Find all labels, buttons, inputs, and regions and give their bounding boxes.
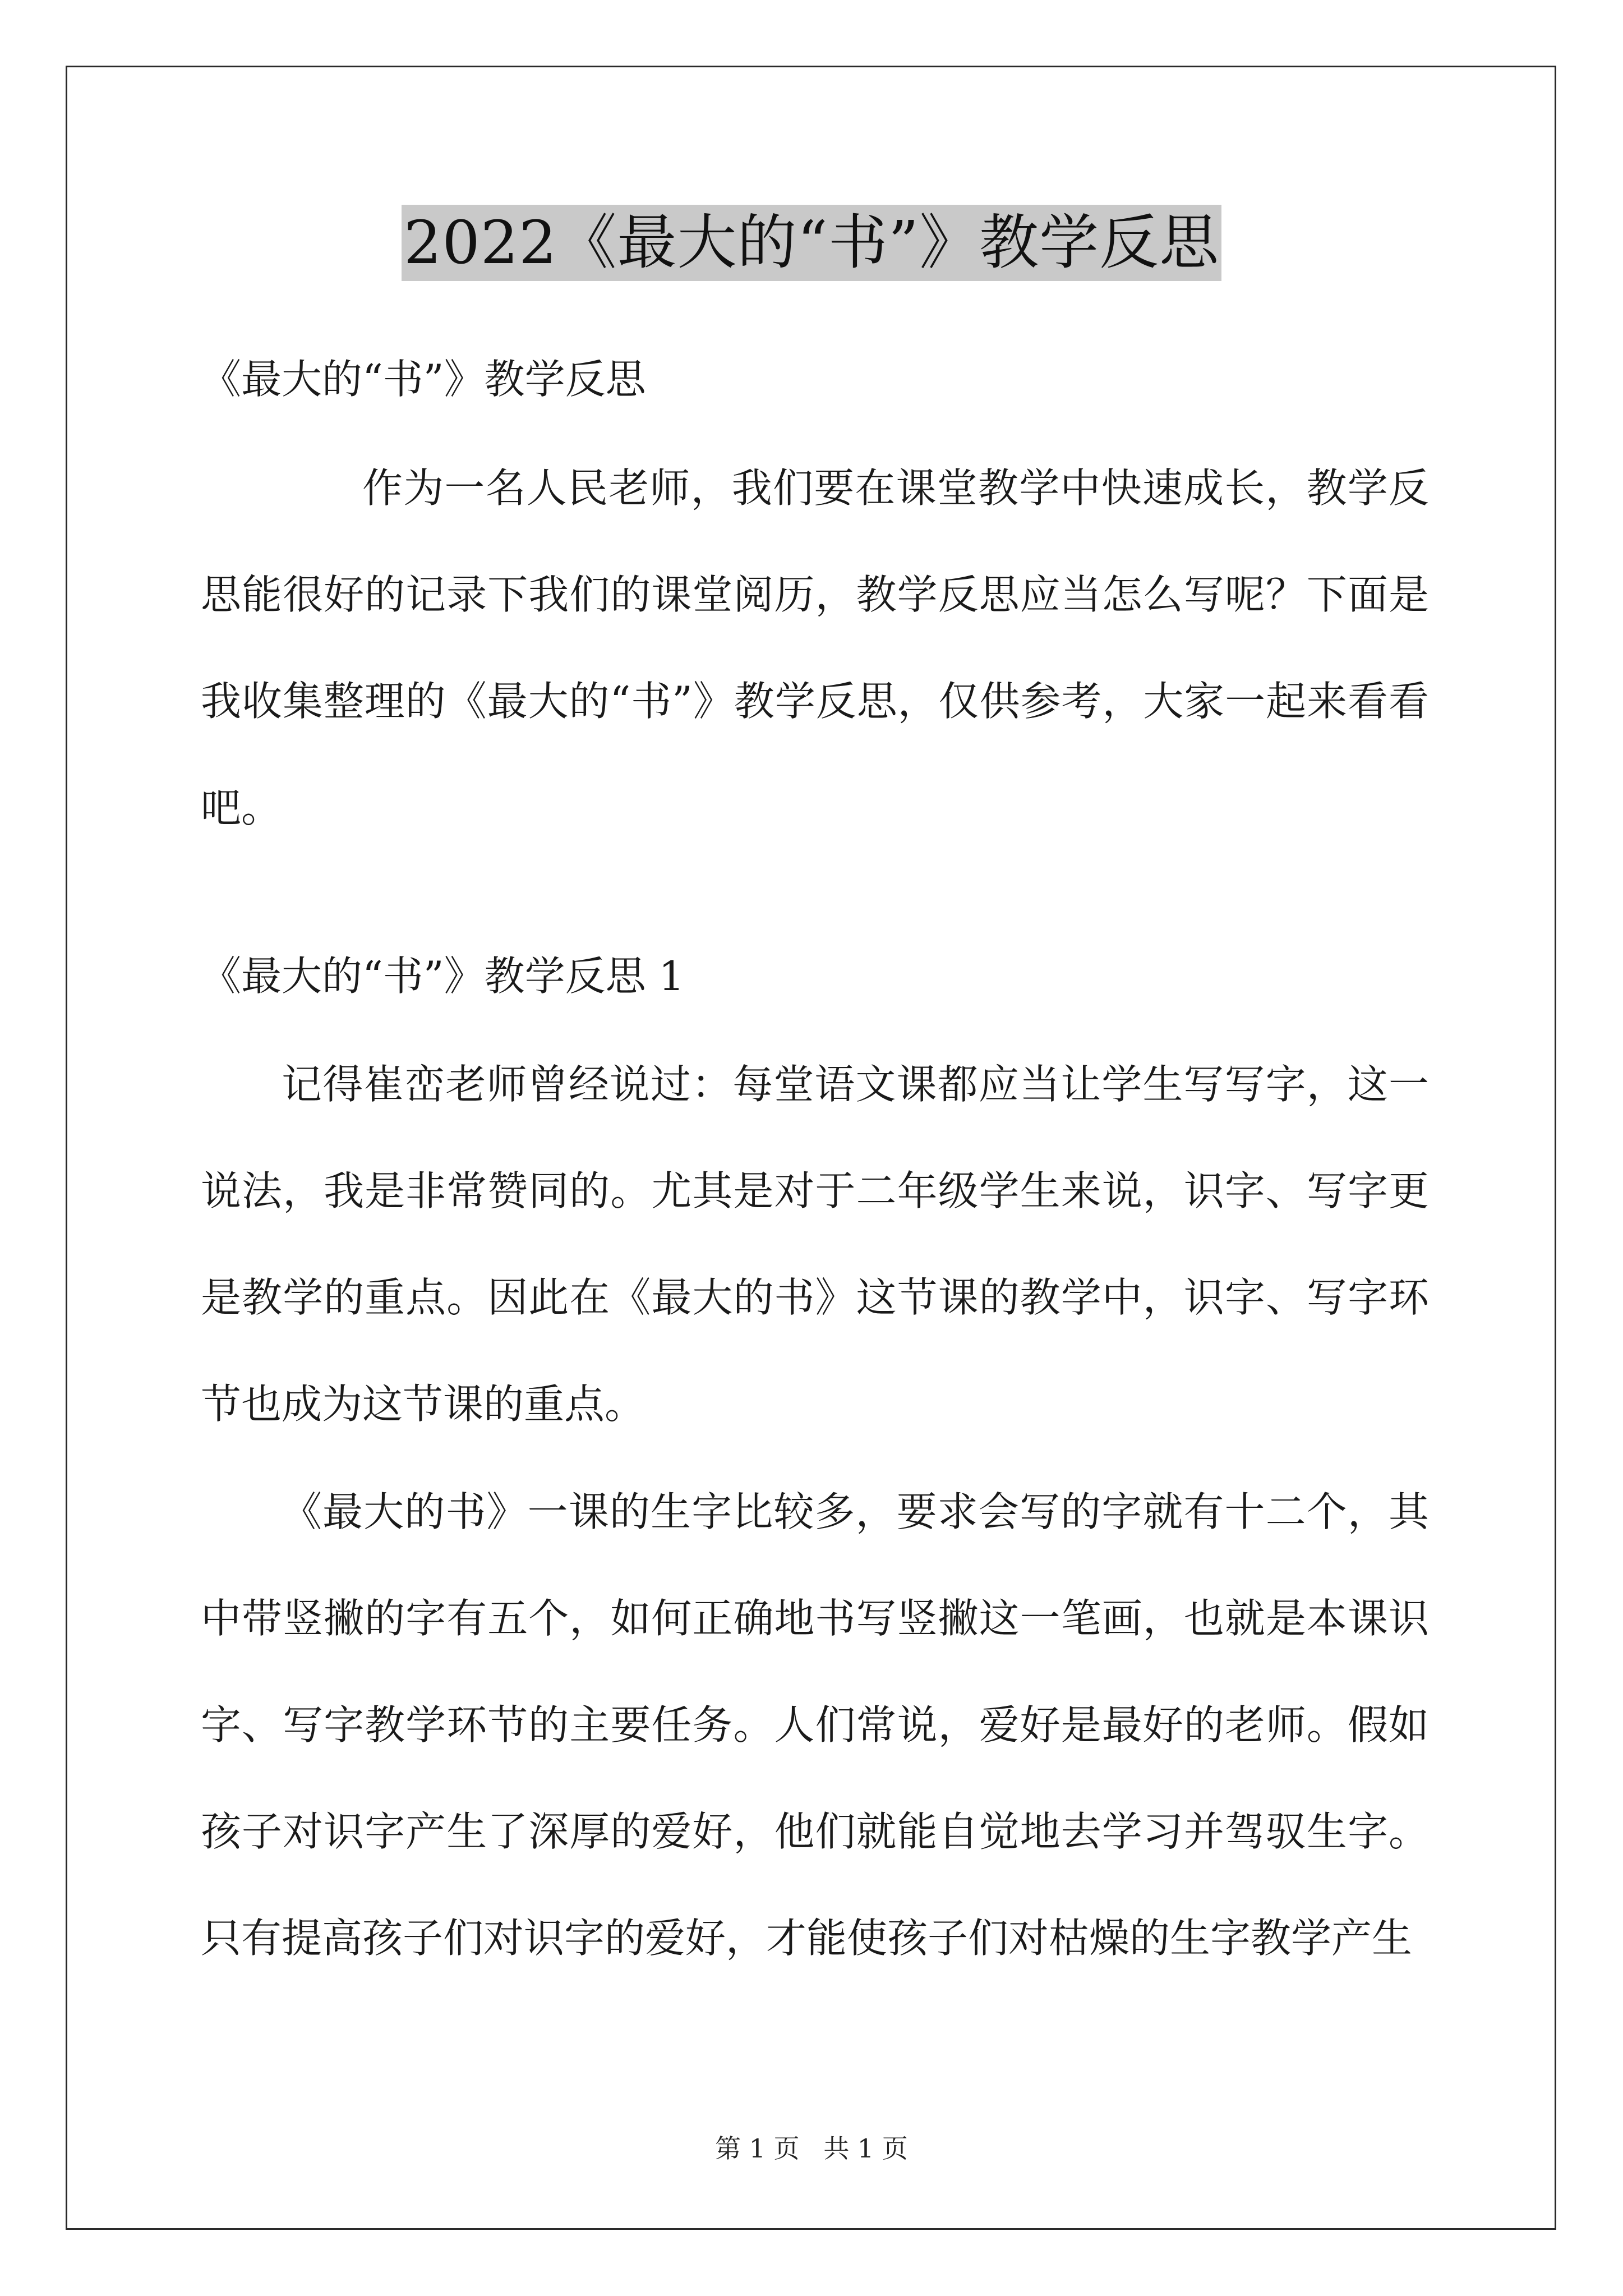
document-subtitle: 《最大的“书”》教学反思 (201, 356, 646, 403)
body-paragraph: 《最大的书》一课的生字比较多，要求会写的字就有十二个，其中带竖撇的字有五个，如何正确地书写竖撇这一笔画，也就是本课识字、写字教学环节的主要任务。人们常说，爱好是最好的老师。假如孩子对识字产生了深厚的爱好，他们就能自觉地去学习并驾驭生字。只有提高孩子们对识字的爱好，才能使孩子们对枯燥的生字教学产生 (201, 1488, 1429, 1962)
title-container (0, 205, 1623, 281)
page-number: 第 1 页 (715, 2133, 800, 2164)
page-footer (0, 2132, 1623, 2165)
intro-paragraph: 作为一名人民老师，我们要在课堂教学中快速成长，教学反思能很好的记录下我们的课堂阅历，教学反思应当怎么写呢？下面是我收集整理的《最大的“书”》教学反思，仅供参考，大家一起来看看吧。 (201, 464, 1429, 831)
document-title: 2022《最大的“书”》教学反思 (402, 205, 1221, 281)
total-pages: 共 1 页 (823, 2133, 908, 2164)
section-heading: 《最大的“书”》教学反思 1 (201, 953, 685, 1000)
body-paragraph: 记得崔峦老师曾经说过：每堂语文课都应当让学生写写字，这一说法，我是非常赞同的。尤其是对于二年级学生来说，识字、写字更是教学的重点。因此在《最大的书》这节课的教学中，识字、写字环节也成为这节课的重点。 (201, 1061, 1429, 1428)
